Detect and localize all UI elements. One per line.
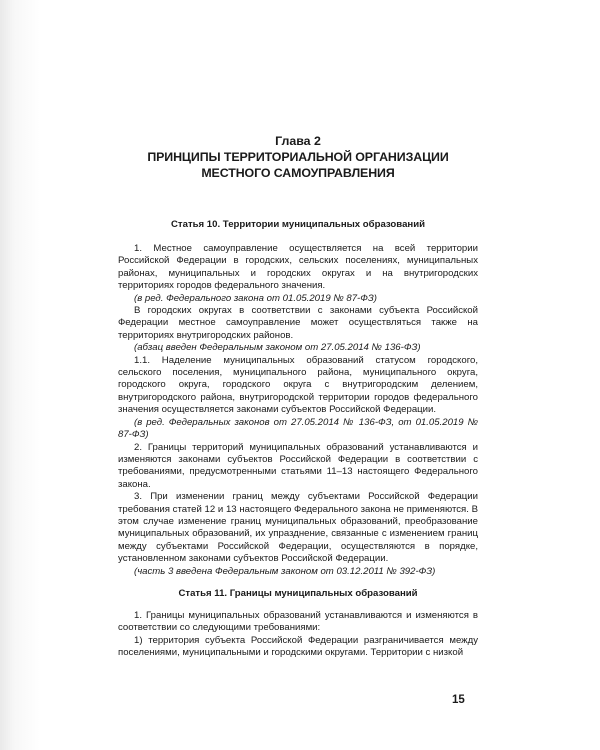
article-11-paragraph-2: 1) территория субъекта Российской Федерации разграничивается между поселениями, муниципальными и городскими округами. Территории с низкой <box>118 634 478 659</box>
article-10-note-3: (в ред. Федеральных законов от 27.05.2014 № 136-ФЗ, от 01.05.2019 № 87-ФЗ) <box>118 416 478 441</box>
article-10-paragraph-2: В городских округах в соответствии с законами субъекта Российской Федерации местное самоуправление может осуществляться также на территориях внутригородских районов. <box>118 305 478 341</box>
article-10-paragraph-4: 2. Границы территорий муниципальных образований устанавливаются и изменяются законами субъектов Российской Федерации в соответствии с требованиями, предусмотренными статьями 11–13 настоящего Федерального закона. <box>118 441 478 490</box>
article-10-note-2: (абзац введен Федеральным законом от 27.05.2014 № 136-ФЗ) <box>134 342 421 354</box>
page-number: 15 <box>452 694 465 706</box>
article-10-note-1: (в ред. Федерального закона от 01.05.2019 № 87-ФЗ) <box>134 292 377 304</box>
page-content <box>118 133 478 660</box>
article-11-paragraph-1: 1. Границы муниципальных образований устанавливаются и изменяются в соответствии со следующими требованиями: <box>118 609 478 634</box>
chapter-title-line-2: МЕСТНОГО САМОУПРАВЛЕНИЯ <box>201 166 395 180</box>
article-10-note-4: (часть 3 введена Федеральным законом от 03.12.2011 № 392-ФЗ) <box>134 565 436 577</box>
article-10-paragraph-5: 3. При изменении границ между субъектами Российской Федерации требования статей 12 и 13 настоящего Федерального закона не применяются. В этом случае изменение границ муниципальных образований, преобразование муниципальных образований, их упразднение, связанные с изменением границ между субъектами Российской Федерации, осуществляются в порядке, установленном законами субъектов Российской Федерации. <box>118 491 478 565</box>
article-11-heading: Статья 11. Границы муниципальных образований <box>178 587 418 599</box>
article-10-paragraph-1: 1. Местное самоуправление осуществляется на всей территории Российской Федерации в городских, сельских поселениях, муниципальных районах, муниципальных и городских округах и на внутригородских территориях городов федерального значения. <box>118 243 478 292</box>
chapter-title-line-1: ПРИНЦИПЫ ТЕРРИТОРИАЛЬНОЙ ОРГАНИЗАЦИИ <box>147 150 449 164</box>
article-10-paragraph-3: 1.1. Наделение муниципальных образований статусом городского, сельского поселения, муниципального района, муниципального округа, городского округа, городского округа с внутригородским делением, внутригородского района, внутригородской территории городов федерального значения осуществляется законами субъектов Российской Федерации. <box>118 354 478 416</box>
article-10-heading: Статья 10. Территории муниципальных образований <box>170 219 425 230</box>
chapter-number: Глава 2 <box>275 134 321 148</box>
